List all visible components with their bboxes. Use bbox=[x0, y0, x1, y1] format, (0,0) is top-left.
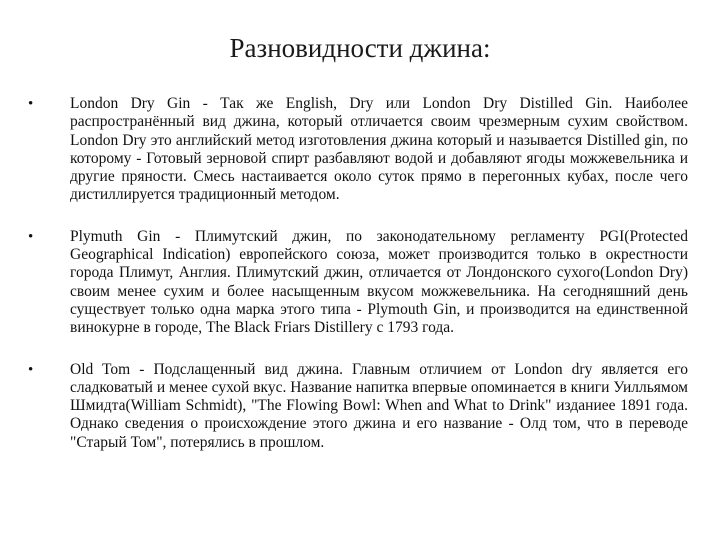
bullet-item-london-dry bbox=[28, 95, 688, 205]
bullet-list bbox=[28, 95, 688, 452]
slide-title: Разновидности джина: bbox=[229, 33, 491, 63]
bullet-dot-icon: • bbox=[28, 361, 34, 378]
bullet-dot-icon: • bbox=[28, 96, 34, 112]
bullet-text: Old Tom - Подслащенный вид джина. Главным отличием от London dry является его сладковатый и менее сухой вкус. Название напитка впервые опоминается в книги Уилльямом Шмидта(William Schmidt), "The Flowing Bowl: When and What to Drink" изданиее 1891 года. Однако сведения о происхождение этого джина и его название - Олд том, что в переводе "Старый Том", потерялись в прошлом. bbox=[70, 360, 688, 451]
bullet-text: Plymuth Gin - Плимутский джин, по законодательному регламенту PGI(Protected Geographical Indication) европейского союза, может производится только в окрестности города Плимут, Англия. Плимутский джин, отличается от Лондонского сухого(London Dry) своим менее сухим и более насыщенным вкусом можжевельника. На сегодняшний день существует только одна марка этого типа - Plymouth Gin, и производится на единственной винокурне в городе, The Black Friars Distillery с 1793 года. bbox=[70, 227, 688, 337]
bullet-dot-icon: • bbox=[28, 228, 34, 245]
bullet-text: London Dry Gin - Так же English, Dry или London Dry Distilled Gin. Наиболее распространённый вид джина, который отличается своим чрезмерным сухим свойством. London Dry это английский метод изготовления джина который и называется Distilled gin, по которому - Готовый зерновой спирт разбавляют водой и добавляют ягоды можжевельника и другие пряности. Смесь настаивается около суток прямо в перегонных кубах, после чего дистиллируется традиционный методом. bbox=[70, 95, 688, 204]
bullet-item-plymouth bbox=[28, 228, 688, 338]
bullet-item-old-tom bbox=[28, 361, 688, 452]
